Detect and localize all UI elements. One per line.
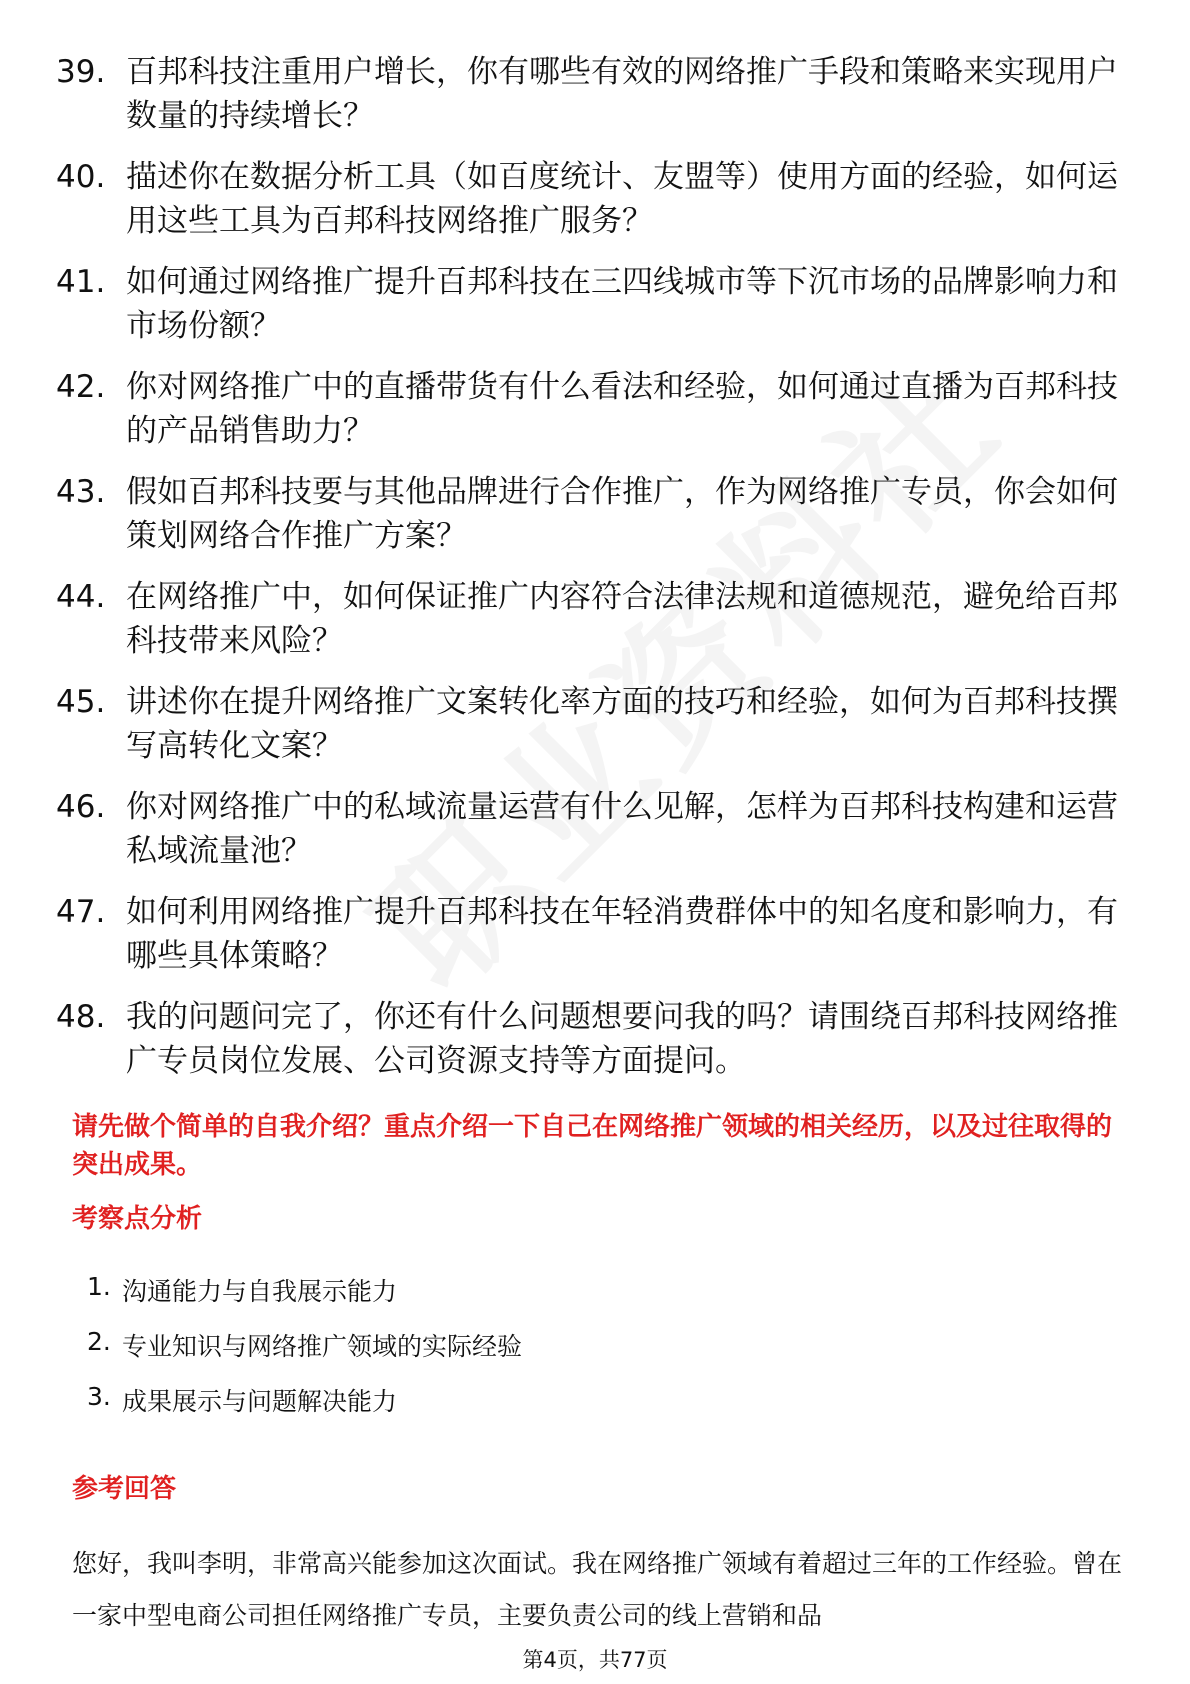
question-text: 如何利用网络推广提升百邦科技在年轻消费群体中的知名度和影响力，有哪些具体策略？: [126, 894, 1118, 974]
list-item: [56, 890, 1136, 978]
point-text: 沟通能力与自我展示能力: [122, 1277, 398, 1306]
question-text: 你对网络推广中的私域流量运营有什么见解，怎样为百邦科技构建和运营私域流量池？: [126, 789, 1118, 869]
list-item: [72, 1382, 522, 1415]
question-number: 40.: [56, 159, 106, 195]
list-item: [56, 785, 1136, 873]
question-number: 43.: [56, 474, 106, 510]
list-item: [56, 995, 1136, 1083]
list-item: [56, 365, 1136, 453]
list-item: [56, 50, 1136, 138]
point-text: 专业知识与网络推广领域的实际经验: [122, 1332, 523, 1361]
analysis-title: 考察点分析: [72, 1204, 203, 1234]
analysis-point-list: [72, 1272, 522, 1437]
page-footer: 第4页，共77页: [0, 1644, 1190, 1674]
question-number: 39.: [56, 54, 106, 90]
point-number: 3.: [87, 1382, 111, 1411]
list-item: [56, 575, 1136, 663]
point-text: 成果展示与问题解决能力: [122, 1387, 398, 1416]
list-item: [72, 1272, 522, 1305]
question-number: 44.: [56, 579, 106, 615]
reference-answer-text: 您好，我叫李明，非常高兴能参加这次面试。我在网络推广领域有着超过三年的工作经验。曾在一家中型电商公司担任网络推广专员，主要负责公司的线上营销和品: [72, 1549, 1123, 1630]
list-item: [56, 155, 1136, 243]
point-number: 2.: [87, 1327, 111, 1356]
question-number: 41.: [56, 264, 106, 300]
question-heading: 请先做个简单的自我介绍？重点介绍一下自己在网络推广领域的相关经历，以及过往取得的突出成果。: [72, 1112, 1113, 1180]
question-number: 47.: [56, 894, 106, 930]
point-number: 1.: [87, 1272, 111, 1301]
question-number: 42.: [56, 369, 106, 405]
list-item: [56, 260, 1136, 348]
list-item: [72, 1327, 522, 1360]
question-number: 45.: [56, 684, 106, 720]
reference-title: 参考回答: [72, 1474, 177, 1504]
question-text: 假如百邦科技要与其他品牌进行合作推广，作为网络推广专员，你会如何策划网络合作推广方案？: [126, 474, 1118, 554]
question-text: 在网络推广中，如何保证推广内容符合法律法规和道德规范，避免给百邦科技带来风险？: [126, 579, 1118, 659]
question-text: 你对网络推广中的直播带货有什么看法和经验，如何通过直播为百邦科技的产品销售助力？: [126, 369, 1118, 449]
question-number: 48.: [56, 999, 106, 1035]
question-text: 百邦科技注重用户增长，你有哪些有效的网络推广手段和策略来实现用户数量的持续增长？: [126, 54, 1118, 134]
list-item: [56, 680, 1136, 768]
question-text: 讲述你在提升网络推广文案转化率方面的技巧和经验，如何为百邦科技撰写高转化文案？: [126, 684, 1118, 764]
question-text: 如何通过网络推广提升百邦科技在三四线城市等下沉市场的品牌影响力和市场份额？: [126, 264, 1118, 344]
question-text: 我的问题问完了，你还有什么问题想要问我的吗？请围绕百邦科技网络推广专员岗位发展、公司资源支持等方面提问。: [126, 999, 1118, 1079]
question-number: 46.: [56, 789, 106, 825]
question-list: [56, 50, 1136, 1100]
list-item: [56, 470, 1136, 558]
question-text: 描述你在数据分析工具（如百度统计、友盟等）使用方面的经验，如何运用这些工具为百邦科技网络推广服务？: [126, 159, 1118, 239]
